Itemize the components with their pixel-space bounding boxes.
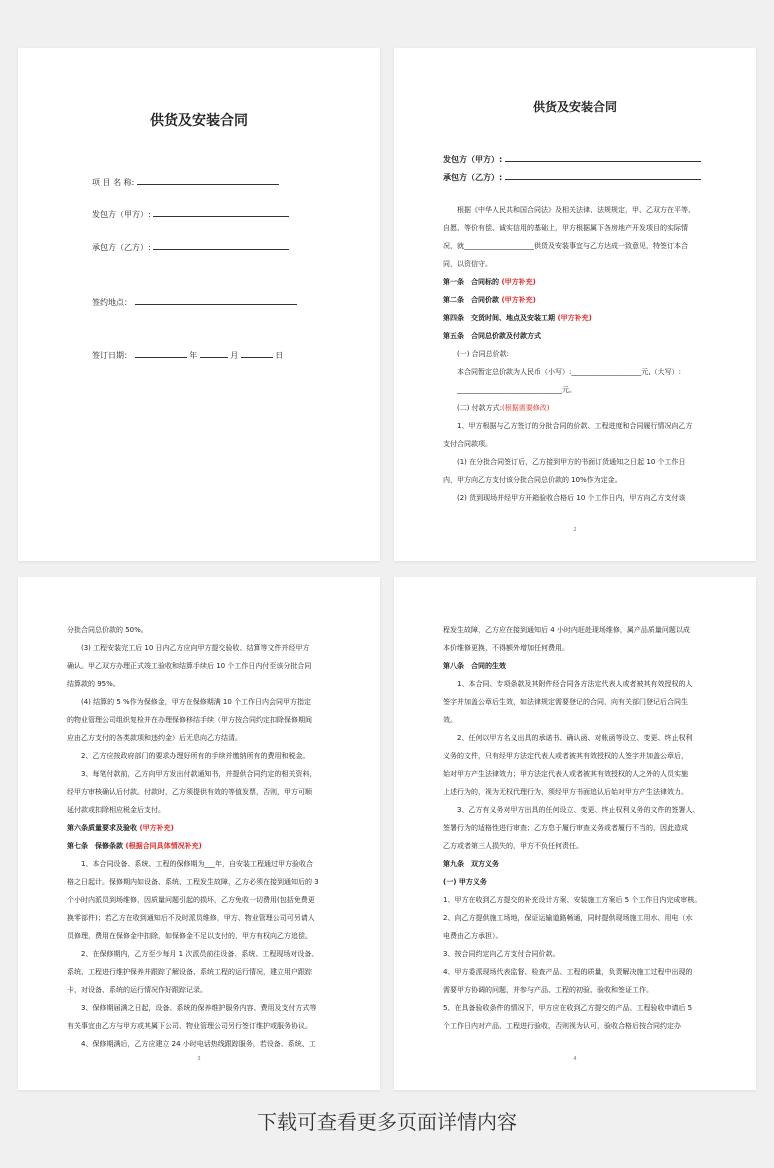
article-heading: (一) 甲方义务 [443, 878, 487, 886]
body-line: 3、按合同约定向乙方支付合同价款。 [443, 950, 560, 958]
body-line: 3、保修期届满之日起，设备、系统的保养维护服务内容、费用及支付方式等 [81, 1004, 317, 1012]
body-line: 1、甲方在收到乙方提交的补充设计方案、安装施工方案后 5 个工作日内完成审核。 [443, 896, 702, 904]
body-line: 2、在保修期内，乙方至少每月 1 次派员前往设备、系统、工程现场对设备、 [81, 950, 319, 958]
article-1: 第一条 合同标的 (甲方补充) [443, 278, 536, 286]
body-line: (3) 工程安装完工后 10 日内乙方应向甲方提交验收、结算等文件并经甲方 [81, 644, 310, 652]
download-more-footer[interactable]: 下载可查看更多页面详情内容 [257, 1110, 517, 1134]
preamble-line: 况，就____________________供货及安装事宜与乙方达成一致意见，特签订本合 [443, 242, 688, 250]
body-line: 确认。甲乙双方办理正式竣工验收和结算手续后 10 个工作日内付至该分批合同 [67, 662, 312, 670]
body-line: 2、乙方应按政府部门的要求办理好所有的手续并缴纳所有的费用和税金。 [81, 752, 310, 760]
body-line: 延付款或扣除相应税金后支付。 [67, 806, 165, 814]
party-b-line [443, 171, 701, 183]
project-name-blank [137, 176, 279, 185]
price-line: ______________________________元。 [457, 386, 576, 394]
page-2 [394, 48, 756, 561]
body-line: 结算款的 95%。 [67, 680, 120, 688]
year-blank [135, 349, 187, 358]
body-line: 4、甲方委派现场代表监督、检查产品、工程的质量，负责解决施工过程中出现的 [443, 968, 693, 976]
subsection-2: (二) 付款方式:(根据需要修改) [457, 404, 550, 412]
body-line: 系统、工程进行维护保养并跟踪了解设备、系统工程的运行情况，建立用户跟踪 [67, 968, 312, 976]
article-7-note: (根据合同具体情况补充) [125, 842, 202, 850]
body-line: 换零部件)；若乙方在收到通知后不及时派员维修，甲方、物业管理公司可另请人 [67, 914, 315, 922]
party-b-row [92, 241, 289, 253]
body-line: 乙方或者第三人损失的，甲方不负任何责任。 [443, 842, 583, 850]
party-a-label: 发包方（甲方）: [443, 155, 503, 164]
body-line: 需要甲方协调的问题，并参与产品、工程的初验、验收和签证工作。 [443, 986, 653, 994]
body-line: 经甲方审核确认后付款。付款时，乙方须提供有效的等值发票，否则，甲方可顺 [67, 788, 312, 796]
body-line: 5、在具备验收条件的情况下，甲方应在收到乙方提交的产品、工程验收申请后 5 [443, 1004, 693, 1012]
body-line: 分批合同总价款的 50%。 [67, 626, 148, 634]
party-b-blank [505, 171, 701, 180]
page-4 [394, 577, 756, 1090]
party-a-label: 发包方（甲方）: [92, 210, 151, 219]
body-line: 1、本合同设备、系统、工程的保修期为___年，自安装工程通过甲方验收合 [81, 860, 313, 868]
payment-line: 1、甲方根据与乙方签订的分批合同的价款、工程进度和合同履行情况向乙方 [457, 422, 693, 430]
body-line: 2、向乙方提供施工场地，保证运输道路畅通，同时提供现场施工用水、用电（水 [443, 914, 693, 922]
article-7: 第七条 保修条款 (根据合同具体情况补充) [67, 842, 202, 850]
page-number: 3 [197, 1056, 201, 1062]
body-line: 格之日起计。保修期内如设备、系统、工程发生故障，乙方必须在接到通知后的 3 [67, 878, 319, 886]
body-line: 签字并加盖公章后生效，如法律规定需要登记的合同，向有关部门登记后合同生 [443, 698, 688, 706]
body-line: 员修理，费用在保修金中扣除，如保修金不足以支付的，甲方有权向乙方追偿。 [67, 932, 312, 940]
day-blank [241, 349, 273, 358]
body-line: 程发生故障，乙方应在接到通知后 4 小时内赶赴现场维修，属产品质量问题以成 [443, 626, 690, 634]
article-6: 第六条质量要求及验收 (甲方补充) [67, 824, 174, 832]
party-a-blank [505, 153, 701, 162]
month-label: 月 [230, 351, 239, 360]
payment-line: 支付合同款项。 [443, 440, 492, 448]
payment-line: (1) 在分批合同签订后，乙方接到甲方的书面订货通知之日起 10 个工作日 [457, 458, 686, 466]
preamble-line: 自愿、等价有偿、诚实信用的基础上，甲方根据属下各房地产开发项目的实际情 [443, 224, 688, 232]
contract-title: 供货及安装合同 [532, 100, 617, 114]
party-b-blank [153, 241, 289, 250]
party-b-label: 承包方（乙方）: [443, 173, 503, 182]
body-line: 个工作日内对产品、工程进行验收，否则视为认可，验收合格后按合同约定办 [443, 1022, 681, 1030]
body-line: 卡，对设备、系统的运行情况作好跟踪记录。 [67, 986, 207, 994]
sign-date-label: 签订日期： [92, 351, 132, 360]
article-4-note: (甲方补充) [557, 314, 592, 322]
day-label: 日 [275, 351, 284, 360]
body-line: 4、保修期满后，乙方应建立 24 小时电话热线跟踪服务，若设备、系统、工 [81, 1040, 316, 1048]
page-3 [18, 577, 380, 1090]
body-line: (4) 结算的 5 %作为保修金，甲方在保修期满 10 个工作日内会同甲方指定 [81, 698, 312, 706]
month-blank [200, 349, 228, 358]
preamble-line: 根据《中华人民共和国合同法》及相关法律、法规规定，甲、乙双方在平等、 [457, 206, 695, 214]
body-line: 签署行为的适格性进行审查；乙方怠于履行审查义务或者履行不当的，因此造成 [443, 824, 688, 832]
body-line: 效。 [443, 716, 457, 724]
page-number: 4 [573, 1056, 577, 1062]
article-6-note: (甲方补充) [139, 824, 174, 832]
body-line: 1、本合同、专项条款及其附件经合同各方法定代表人或者被其有效授权的人 [457, 680, 693, 688]
article-4: 第四条 交货时间、地点及安装工期 (甲方补充) [443, 314, 592, 322]
body-line: 3、乙方有义务对甲方出具的任何设立、变更、终止权利义务的文件的签署人、 [457, 806, 700, 814]
sign-place-label: 签约地点： [92, 298, 132, 307]
subsection-2-note: (根据需要修改) [502, 404, 550, 412]
year-label: 年 [189, 351, 198, 360]
article-1-note: (甲方补充) [501, 278, 536, 286]
body-line: 2、任何以甲方名义出具的承诺书、确认函、对帐函等设立、变更、终止权利 [457, 734, 693, 742]
page-4-body [443, 621, 711, 1035]
sign-date-row [92, 349, 283, 361]
sign-place-row [92, 296, 297, 308]
body-line: 的物业管理公司组织复检并在办理保修移结手续（甲方按合同约定扣除保修期间 [67, 716, 312, 724]
body-line: 始对甲方产生法律效力；甲方法定代表人或者被其有效授权的人之外的人员实施 [443, 770, 688, 778]
body-line: 义务的文件，只有经甲方法定代表人或者被其有效授权的人签字并加盖公章后， [443, 752, 688, 760]
payment-line: (2) 货到现场并经甲方开箱验收合格后 10 个工作日内，甲方向乙方支付该 [457, 494, 686, 502]
article-2: 第二条 合同价款 (甲方补充) [443, 296, 536, 304]
payment-line: 内，甲方向乙方支付该分批合同总价款的 10%作为定金。 [443, 476, 622, 484]
page-1-cover [18, 48, 380, 561]
body-line: 应由乙方支付的各类款项和违约金）后无息向乙方结清。 [67, 734, 242, 742]
body-line: 个小时内派员到场维修，因质量问题引起的损坏，乙方免收一切费用(包括免费更 [67, 896, 315, 904]
body-line: 上述行为的，视为无权代理行为，须经甲方书面追认后始对甲方产生法律效力。 [443, 788, 688, 796]
sign-place-blank [135, 296, 297, 305]
price-line: 本合同暂定总价款为人民币（小写）:____________________元,（大写）: [457, 368, 681, 376]
project-name-row [92, 176, 279, 188]
party-b-label: 承包方（乙方）: [92, 243, 151, 252]
subsection-1: (一) 合同总价款: [457, 350, 510, 358]
article-5: 第五条 合同总价款及付款方式 [443, 332, 541, 340]
preamble-line: 同，以资信守。 [443, 260, 492, 268]
body-line: 3、每笔付款前，乙方向甲方发出付款通知书，并提供合同约定的相关资料， [81, 770, 317, 778]
project-label: 项 目 名 称: [92, 178, 135, 187]
article-2-note: (甲方补充) [501, 296, 536, 304]
page-2-body [443, 201, 711, 507]
party-a-row [92, 208, 289, 220]
body-line: 电费由乙方承担）。 [443, 932, 503, 940]
party-a-blank [153, 208, 289, 217]
party-a-line [443, 153, 701, 165]
article-heading: 第八条 合同的生效 [443, 662, 506, 670]
page-3-body [67, 621, 335, 1053]
body-line: 有关事宜由乙方与甲方或其属下公司、物业管理公司另行签订维护或服务协议。 [67, 1022, 312, 1030]
body-line: 本价维修更换，不得额外增加任何费用。 [443, 644, 569, 652]
page-number: 2 [573, 527, 577, 533]
cover-title: 供货及安装合同 [150, 113, 248, 129]
article-heading: 第九条 双方义务 [443, 860, 499, 868]
